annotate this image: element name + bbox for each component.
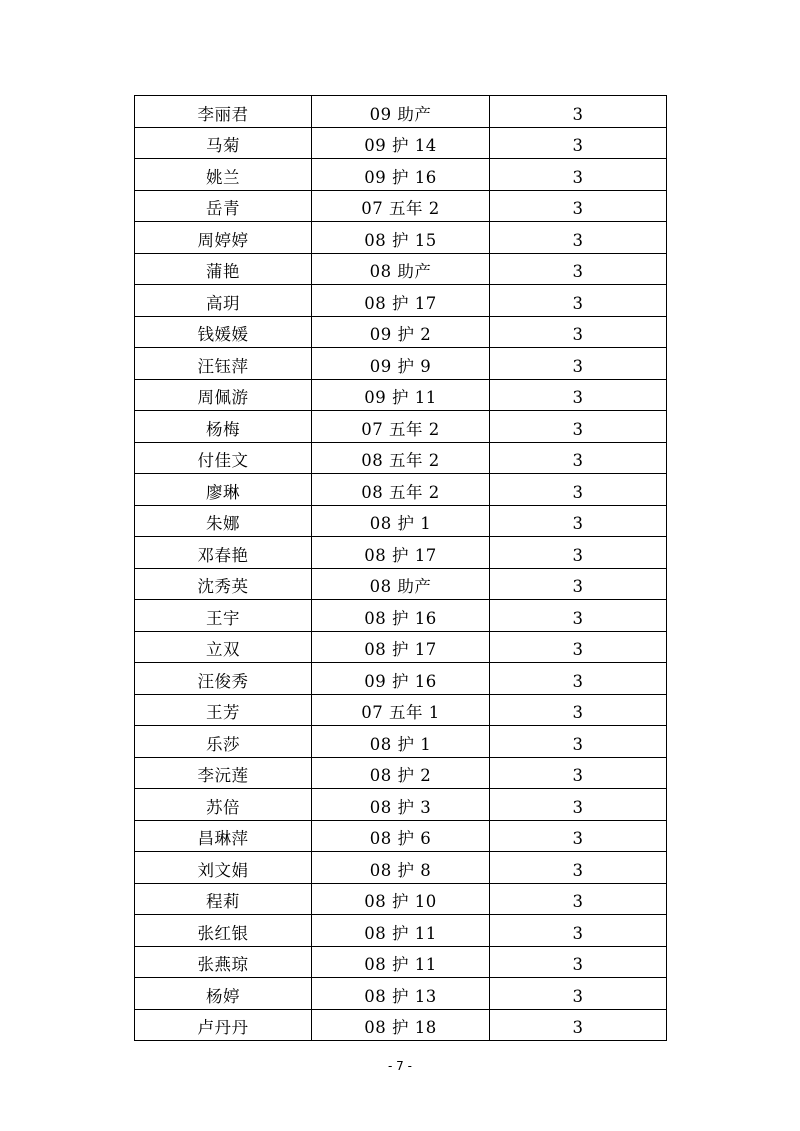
name-cell: 周婷婷 [135,222,312,254]
value-cell: 3 [490,726,667,758]
class-cell: 08 护 15 [312,222,490,254]
name-cell: 姚兰 [135,159,312,191]
value-cell: 3 [490,190,667,222]
class-cell: 08 护 17 [312,285,490,317]
name-cell: 朱娜 [135,505,312,537]
table-row [135,915,667,947]
value-cell: 3 [490,379,667,411]
table-row [135,159,667,191]
class-cell: 08 助产 [312,253,490,285]
class-cell: 08 护 17 [312,631,490,663]
table-row [135,883,667,915]
roster-table [134,95,667,1041]
class-cell: 09 助产 [312,96,490,128]
class-cell: 08 护 18 [312,1009,490,1041]
class-cell: 07 五年 2 [312,190,490,222]
value-cell: 3 [490,789,667,821]
table-row [135,978,667,1010]
name-cell: 卢丹丹 [135,1009,312,1041]
value-cell: 3 [490,285,667,317]
name-cell: 汪钰萍 [135,348,312,380]
table-row [135,316,667,348]
value-cell: 3 [490,978,667,1010]
class-cell: 08 护 13 [312,978,490,1010]
value-cell: 3 [490,316,667,348]
name-cell: 高玥 [135,285,312,317]
table-row [135,663,667,695]
name-cell: 沈秀英 [135,568,312,600]
name-cell: 李沅莲 [135,757,312,789]
table-row [135,789,667,821]
value-cell: 3 [490,474,667,506]
name-cell: 汪俊秀 [135,663,312,695]
table-row [135,505,667,537]
value-cell: 3 [490,505,667,537]
table-row [135,442,667,474]
value-cell: 3 [490,915,667,947]
roster-table-body [135,96,667,1041]
class-cell: 09 护 9 [312,348,490,380]
class-cell: 08 护 11 [312,915,490,947]
class-cell: 08 护 10 [312,883,490,915]
class-cell: 08 护 8 [312,852,490,884]
class-cell: 09 护 2 [312,316,490,348]
value-cell: 3 [490,537,667,569]
name-cell: 李丽君 [135,96,312,128]
table-row [135,348,667,380]
table-row [135,474,667,506]
value-cell: 3 [490,757,667,789]
class-cell: 08 护 17 [312,537,490,569]
value-cell: 3 [490,631,667,663]
name-cell: 王芳 [135,694,312,726]
table-row [135,726,667,758]
value-cell: 3 [490,222,667,254]
value-cell: 3 [490,159,667,191]
name-cell: 岳青 [135,190,312,222]
name-cell: 立双 [135,631,312,663]
name-cell: 苏倍 [135,789,312,821]
table-row [135,379,667,411]
name-cell: 王宇 [135,600,312,632]
table-row [135,820,667,852]
table-row [135,96,667,128]
table-row [135,600,667,632]
value-cell: 3 [490,883,667,915]
class-cell: 08 五年 2 [312,442,490,474]
name-cell: 乐莎 [135,726,312,758]
table-row [135,285,667,317]
value-cell: 3 [490,946,667,978]
class-cell: 09 护 16 [312,663,490,695]
table-row [135,411,667,443]
value-cell: 3 [490,96,667,128]
name-cell: 周佩游 [135,379,312,411]
table-row [135,127,667,159]
table-row [135,568,667,600]
page-number: - 7 - [388,1059,412,1073]
class-cell: 09 护 16 [312,159,490,191]
value-cell: 3 [490,348,667,380]
name-cell: 张红银 [135,915,312,947]
name-cell: 廖琳 [135,474,312,506]
class-cell: 08 助产 [312,568,490,600]
name-cell: 张燕琼 [135,946,312,978]
value-cell: 3 [490,127,667,159]
class-cell: 07 五年 1 [312,694,490,726]
value-cell: 3 [490,1009,667,1041]
value-cell: 3 [490,442,667,474]
table-row [135,631,667,663]
class-cell: 09 护 14 [312,127,490,159]
class-cell: 08 护 6 [312,820,490,852]
name-cell: 付佳文 [135,442,312,474]
table-row [135,757,667,789]
table-row [135,1009,667,1041]
value-cell: 3 [490,253,667,285]
value-cell: 3 [490,820,667,852]
name-cell: 程莉 [135,883,312,915]
table-row [135,222,667,254]
table-row [135,852,667,884]
value-cell: 3 [490,694,667,726]
class-cell: 08 护 11 [312,946,490,978]
value-cell: 3 [490,568,667,600]
name-cell: 马菊 [135,127,312,159]
class-cell: 08 护 2 [312,757,490,789]
table-row [135,190,667,222]
name-cell: 刘文娟 [135,852,312,884]
class-cell: 08 护 1 [312,726,490,758]
value-cell: 3 [490,411,667,443]
table-row [135,694,667,726]
name-cell: 杨梅 [135,411,312,443]
table-row [135,253,667,285]
name-cell: 蒲艳 [135,253,312,285]
table-row [135,946,667,978]
value-cell: 3 [490,852,667,884]
class-cell: 08 护 3 [312,789,490,821]
value-cell: 3 [490,663,667,695]
value-cell: 3 [490,600,667,632]
name-cell: 昌琳萍 [135,820,312,852]
class-cell: 08 五年 2 [312,474,490,506]
class-cell: 07 五年 2 [312,411,490,443]
name-cell: 杨婷 [135,978,312,1010]
class-cell: 08 护 16 [312,600,490,632]
name-cell: 邓春艳 [135,537,312,569]
name-cell: 钱媛媛 [135,316,312,348]
class-cell: 08 护 1 [312,505,490,537]
table-row [135,537,667,569]
class-cell: 09 护 11 [312,379,490,411]
